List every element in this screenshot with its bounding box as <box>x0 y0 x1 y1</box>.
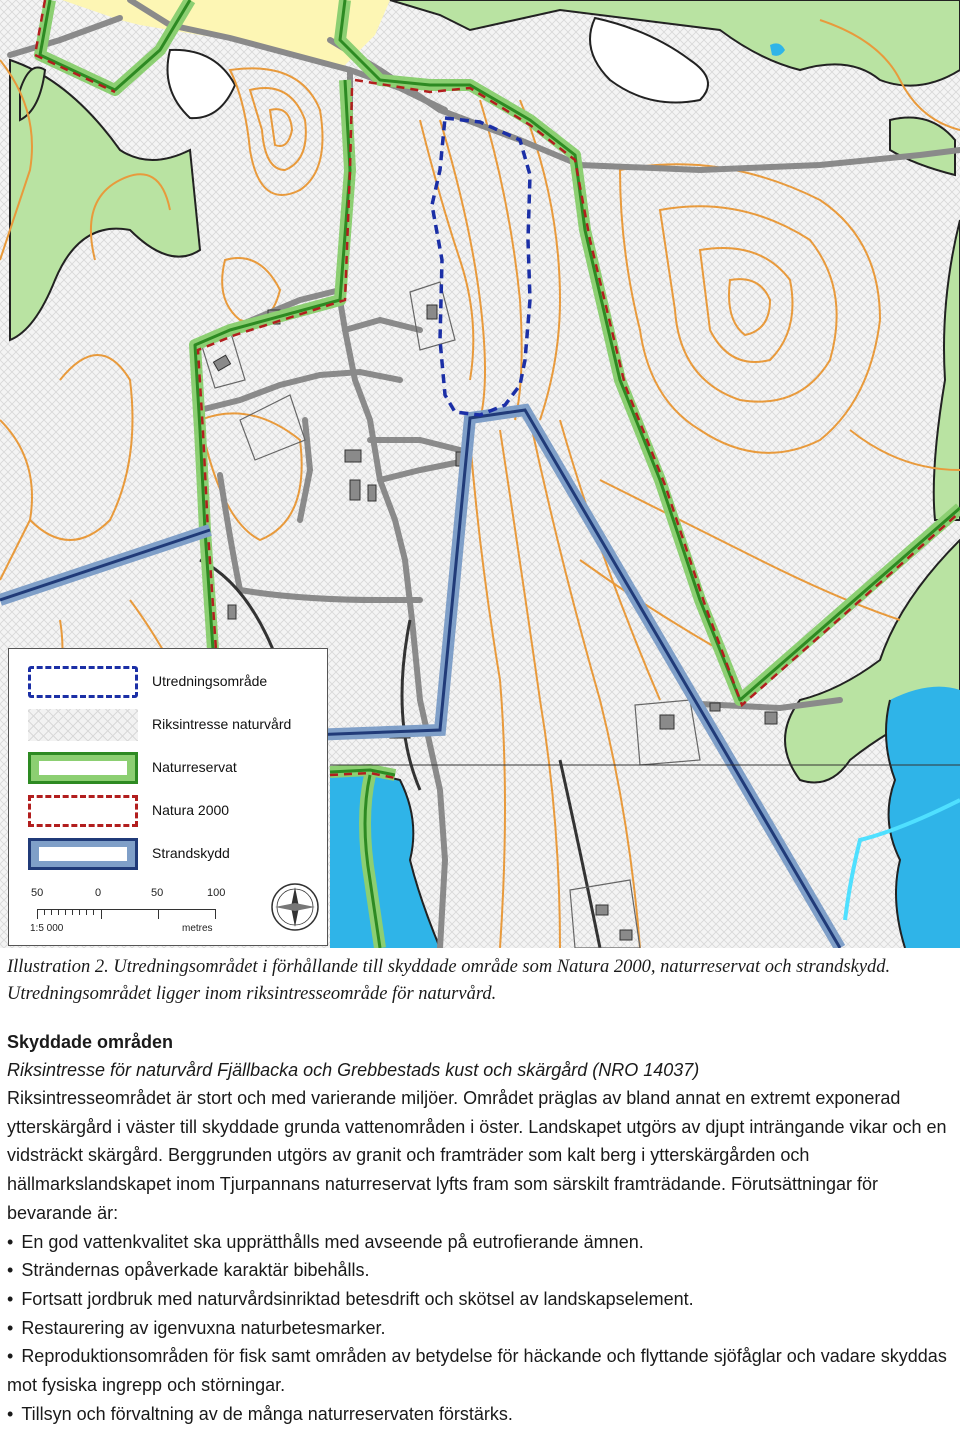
scale-label: 50 <box>31 887 44 899</box>
scale-bar <box>27 887 247 943</box>
list-item: • Tillsyn och förvaltning av de många naturreservaten förstärks. <box>7 1400 953 1429</box>
list-item: • Fortsatt jordbruk med naturvårdsinriktad betesdrift och skötsel av landskapselement. <box>7 1285 953 1314</box>
legend-label: Natura 2000 <box>152 802 230 818</box>
strandskydd-swatch <box>28 838 138 870</box>
list-item: • Strändernas opåverkade karaktär bibehålls. <box>7 1256 953 1285</box>
scale-tick <box>215 909 216 919</box>
scale-unit: metres <box>182 923 213 934</box>
document-text <box>7 954 953 1428</box>
scale-label: 100 <box>207 887 226 899</box>
figure-caption: Illustration 2. Utredningsområdet i förhållande till skyddade område som Natura 2000, naturreservat och strandskydd. Utredningsområdet ligger inom riksintresseområde för naturvård. <box>7 957 891 1004</box>
section-heading: Skyddade områden <box>7 1032 174 1052</box>
scale-ratio: 1:5 000 <box>30 923 64 934</box>
legend-item-strandskydd <box>9 833 327 875</box>
scale-tick <box>44 909 45 915</box>
list-item: • Reproduktionsområden för fisk samt områden av betydelse för häckande och flyttande sjöfåglar och vadare skyddas mot fysiska ingrepp och störningar. <box>7 1342 953 1399</box>
section-subheading: Riksintresse för naturvård Fjällbacka och Grebbestads kust och skärgård (NRO 14037) <box>7 1060 700 1080</box>
legend-label: Utredningsområde <box>152 673 268 689</box>
scale-label: 0 <box>95 887 102 899</box>
legend-item-natura2000 <box>9 790 327 832</box>
map-legend <box>8 648 328 946</box>
conditions-list <box>7 1228 953 1429</box>
scale-line <box>37 909 215 910</box>
legend-item-riksintresse <box>9 704 327 746</box>
riksintresse-swatch <box>28 709 138 741</box>
scale-tick <box>37 909 38 919</box>
legend-label: Naturreservat <box>152 759 237 775</box>
legend-item-naturreservat <box>9 747 327 789</box>
legend-label: Riksintresse naturvård <box>152 716 292 732</box>
scale-label: 50 <box>151 887 164 899</box>
scale-tick <box>93 909 94 915</box>
list-item: • Restaurering av igenvuxna naturbetesmarker. <box>7 1314 953 1343</box>
list-item: • En god vattenkvalitet ska upprätthålls med avseende på eutrofierande ämnen. <box>7 1228 953 1257</box>
scale-tick <box>86 909 87 915</box>
legend-label: Strandskydd <box>152 845 230 861</box>
naturreservat-swatch <box>28 752 138 784</box>
scale-tick <box>58 909 59 915</box>
scale-tick <box>158 909 159 919</box>
scale-tick <box>79 909 80 915</box>
scale-tick <box>72 909 73 915</box>
scale-tick <box>65 909 66 915</box>
natura2000-swatch <box>28 795 138 827</box>
utredningsomrade-swatch <box>28 666 138 698</box>
legend-item-utredningsomrade <box>9 661 327 703</box>
scale-tick <box>51 909 52 915</box>
compass-rose-icon <box>269 881 321 933</box>
scale-tick <box>101 909 102 919</box>
section-paragraph: Riksintresseområdet är stort och med varierande miljöer. Området präglas av bland annat en extremt exponerad ytterskärgård i väster till skyddade grunda vattenområden i öster. Landskapet utgörs av djupt inträngande vikar och en vidsträckt skärgård. Berggrunden utgörs av granit och framträder som kalt berg i ytterskärgården och hällmarkslandskapet inom Tjurpannans naturreservat lyfts fram som särskilt framträdande. Förutsättningar för bevarande är: <box>7 1088 947 1223</box>
